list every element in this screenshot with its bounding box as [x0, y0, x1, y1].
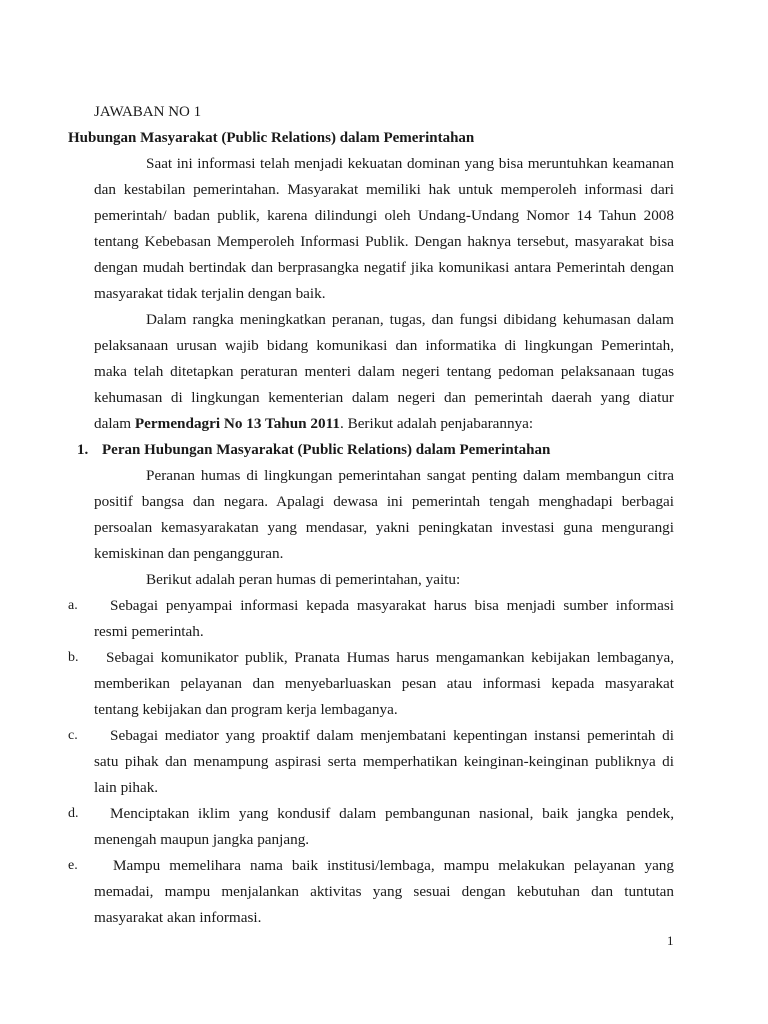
list-marker: c. [68, 728, 78, 743]
document-subtitle: Hubungan Masyarakat (Public Relations) dalam Pemerintahan [68, 130, 475, 146]
paragraph-line: pemerintah/ badan publik, karena dilindungi oleh Undang-Undang Nomor 14 Tahun 2008 [94, 207, 674, 224]
list-item-line: masyarakat akan informasi. [94, 909, 262, 926]
paragraph-line: Peranan humas di lingkungan pemerintahan sangat penting dalam membangun citra [146, 467, 674, 484]
list-item-line: Sebagai mediator yang proaktif dalam menjembatani kepentingan instansi pemerintah di [110, 727, 674, 744]
list-item-line: resmi pemerintah. [94, 623, 204, 640]
list-item-line: Mampu memelihara nama baik institusi/lembaga, mampu melakukan pelayanan yang [113, 857, 674, 874]
paragraph-line: maka telah ditetapkan peraturan menteri dalam negeri tentang pedoman pelaksanaan tugas [94, 363, 674, 380]
answer-title: JAWABAN NO 1 [94, 104, 202, 120]
list-item-line: Menciptakan iklim yang kondusif dalam pembangunan nasional, baik jangka pendek, [110, 805, 674, 822]
list-item-line: lain pihak. [94, 779, 159, 796]
list-marker: a. [68, 598, 78, 613]
section-number: 1. [77, 442, 89, 458]
paragraph-line: persoalan kemasyarakatan yang mendasar, yakni peningkatan investasi guna mengurangi [94, 519, 674, 536]
paragraph-line: Dalam rangka meningkatkan peranan, tugas, dan fungsi dibidang kehumasan dalam [146, 311, 674, 328]
paragraph-line: Berikut adalah peran humas di pemerintahan, yaitu: [146, 571, 461, 588]
list-item-line: Sebagai komunikator publik, Pranata Humas harus mengamankan kebijakan lembaganya, [106, 649, 674, 666]
list-marker: d. [68, 806, 79, 821]
list-item-line: menengah maupun jangka panjang. [94, 831, 310, 848]
paragraph-line: tentang Kebebasan Memperoleh Informasi Publik. Dengan haknya tersebut, masyarakat bisa [94, 233, 674, 250]
list-marker: b. [68, 650, 79, 665]
list-item-line: memberikan pelayanan dan menyebarluaskan pesan atau informasi kepada masyarakat [94, 675, 674, 692]
page-number: 1 [667, 933, 674, 948]
paragraph-line: pelaksanaan urusan wajib bidang komunikasi dan informatika di lingkungan Pemerintah, [94, 337, 674, 354]
paragraph-line: kemiskinan dan pengangguran. [94, 545, 284, 562]
paragraph-line: dan kestabilan pemerintahan. Masyarakat memiliki hak untuk memperoleh informasi dari [94, 181, 674, 198]
list-item-line: memadai, mampu menjalankan aktivitas yang sesuai dengan kebutuhan dan tuntutan [94, 883, 674, 900]
paragraph-line: masyarakat tidak terjalin dengan baik. [94, 285, 326, 302]
text-run: . Berikut adalah penjabarannya: [339, 415, 534, 432]
paragraph-line: positif bangsa dan negara. Apalagi dewasa ini pemerintah tengah menghadapi berbagai [94, 493, 674, 510]
section-heading: Peran Hubungan Masyarakat (Public Relations) dalam Pemerintahan [102, 442, 551, 458]
paragraph-line: kehumasan di lingkungan kementerian dalam negeri dan pemerintah daerah yang diatur [94, 389, 674, 406]
paragraph-line: Saat ini informasi telah menjadi kekuatan dominan yang bisa meruntuhkan keamanan [146, 155, 674, 172]
text-run: dalam [94, 415, 135, 432]
regulation-reference: Permendagri No 13 Tahun 2011 [134, 415, 340, 432]
list-marker: e. [68, 858, 78, 873]
paragraph-line: dengan mudah bertindak dan berprasangka negatif jika komunikasi antara Pemerintah dengan [94, 259, 674, 276]
list-item-line: tentang kebijakan dan program kerja lembaganya. [94, 701, 398, 718]
list-item-line: Sebagai penyampai informasi kepada masyarakat harus bisa menjadi sumber informasi [110, 597, 674, 614]
list-item-line: satu pihak dan menampung aspirasi serta memperhatikan keinginan-keinginan publiknya di [94, 753, 674, 770]
paragraph-line-regulation [94, 416, 533, 432]
